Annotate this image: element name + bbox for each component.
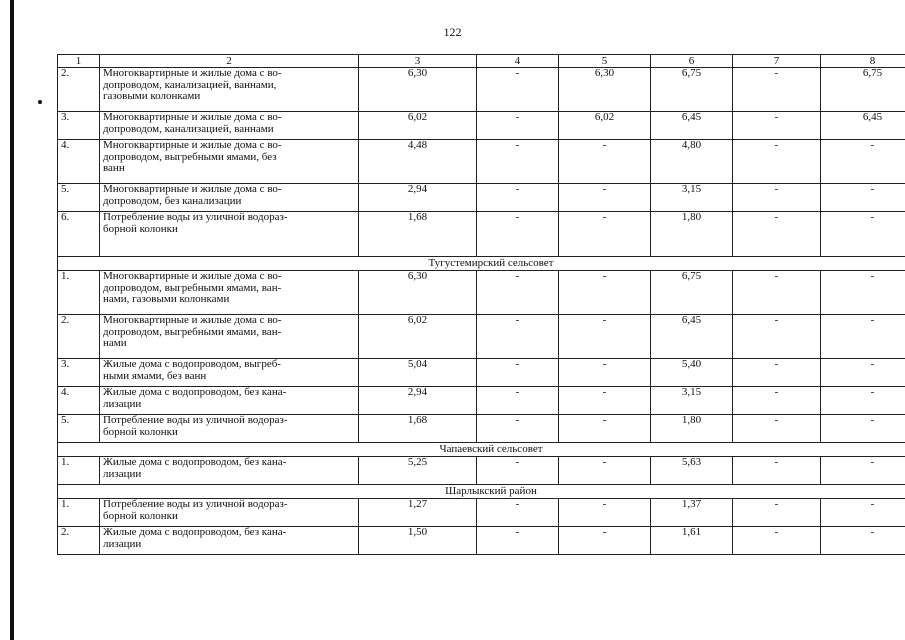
section-header-row [58, 257, 905, 271]
cell-col-6: 3,15 [651, 184, 733, 212]
section-title: Тугустемирский сельсовет [58, 257, 905, 271]
cell-col-3: 1,50 [359, 527, 477, 555]
cell-col-5: - [559, 212, 651, 257]
table-row [58, 457, 905, 485]
page-number: 122 [443, 25, 462, 39]
cell-col-3: 1,68 [359, 415, 477, 443]
cell-col-3: 1,68 [359, 212, 477, 257]
cell-col-8: - [821, 527, 905, 555]
row-description: Многоквартирные и жилые дома с во- допроводом, канализацией, ваннами [100, 112, 359, 140]
cell-col-4: - [477, 271, 559, 315]
table-row [58, 271, 905, 315]
row-description: Многоквартирные и жилые дома с во- допроводом, выгребными ямами, ван- нами, газовыми колонками [100, 271, 359, 315]
cell-col-5: 6,30 [559, 68, 651, 112]
row-description: Многоквартирные и жилые дома с во- допроводом, выгребными ямами, ван- нами [100, 315, 359, 359]
cell-col-5: - [559, 271, 651, 315]
table-row [58, 184, 905, 212]
cell-col-4: - [477, 140, 559, 184]
column-header-2: 2 [100, 55, 359, 68]
cell-col-8: - [821, 457, 905, 485]
cell-col-6: 3,15 [651, 387, 733, 415]
section-header-row [58, 443, 905, 457]
cell-col-3: 2,94 [359, 387, 477, 415]
cell-col-5: - [559, 457, 651, 485]
row-description: Потребление воды из уличной водораз- борной колонки [100, 499, 359, 527]
cell-col-5: - [559, 359, 651, 387]
cell-col-6: 5,63 [651, 457, 733, 485]
row-number: 3. [58, 112, 100, 140]
row-number: 5. [58, 184, 100, 212]
cell-col-3: 6,02 [359, 315, 477, 359]
cell-col-5: - [559, 415, 651, 443]
cell-col-3: 6,02 [359, 112, 477, 140]
section-header-row [58, 485, 905, 499]
cell-col-3: 6,30 [359, 68, 477, 112]
cell-col-4: - [477, 359, 559, 387]
row-description: Потребление воды из уличной водораз- борной колонки [100, 212, 359, 257]
cell-col-7: - [733, 387, 821, 415]
cell-col-4: - [477, 68, 559, 112]
row-number: 4. [58, 140, 100, 184]
cell-col-5: - [559, 315, 651, 359]
cell-col-7: - [733, 415, 821, 443]
cell-col-3: 5,25 [359, 457, 477, 485]
table-row [58, 68, 905, 112]
section-title: Шарлыкский район [58, 485, 905, 499]
cell-col-8: - [821, 315, 905, 359]
table-row [58, 212, 905, 257]
row-description: Потребление воды из уличной водораз- борной колонки [100, 415, 359, 443]
cell-col-6: 1,80 [651, 415, 733, 443]
cell-col-8: - [821, 184, 905, 212]
cell-col-5: - [559, 140, 651, 184]
cell-col-7: - [733, 112, 821, 140]
row-description: Многоквартирные и жилые дома с во- допроводом, без канализации [100, 184, 359, 212]
margin-dot [38, 100, 42, 104]
cell-col-5: - [559, 499, 651, 527]
cell-col-4: - [477, 499, 559, 527]
cell-col-4: - [477, 112, 559, 140]
table-row [58, 415, 905, 443]
column-header-8: 8 [821, 55, 905, 68]
row-number: 2. [58, 527, 100, 555]
table-row [58, 315, 905, 359]
row-description: Жилые дома с водопроводом, без кана- лизации [100, 387, 359, 415]
cell-col-6: 6,45 [651, 112, 733, 140]
cell-col-4: - [477, 184, 559, 212]
column-header-1: 1 [58, 55, 100, 68]
cell-col-4: - [477, 415, 559, 443]
cell-col-8: - [821, 415, 905, 443]
cell-col-3: 5,04 [359, 359, 477, 387]
row-number: 1. [58, 499, 100, 527]
cell-col-4: - [477, 527, 559, 555]
cell-col-4: - [477, 457, 559, 485]
cell-col-6: 6,45 [651, 315, 733, 359]
row-number: 6. [58, 212, 100, 257]
table-row [58, 112, 905, 140]
table-row [58, 359, 905, 387]
row-number: 5. [58, 415, 100, 443]
cell-col-6: 6,75 [651, 68, 733, 112]
row-number: 1. [58, 457, 100, 485]
cell-col-7: - [733, 271, 821, 315]
table-row [58, 527, 905, 555]
section-title: Чапаевский сельсовет [58, 443, 905, 457]
cell-col-5: - [559, 184, 651, 212]
cell-col-7: - [733, 527, 821, 555]
cell-col-7: - [733, 499, 821, 527]
table-row [58, 499, 905, 527]
row-number: 2. [58, 315, 100, 359]
cell-col-3: 1,27 [359, 499, 477, 527]
cell-col-8: - [821, 212, 905, 257]
tariff-table [57, 54, 905, 555]
cell-col-8: - [821, 271, 905, 315]
cell-col-3: 4,48 [359, 140, 477, 184]
cell-col-8: 6,45 [821, 112, 905, 140]
cell-col-7: - [733, 359, 821, 387]
cell-col-5: - [559, 527, 651, 555]
row-number: 4. [58, 387, 100, 415]
cell-col-7: - [733, 68, 821, 112]
cell-col-6: 5,40 [651, 359, 733, 387]
row-number: 1. [58, 271, 100, 315]
cell-col-8: 6,75 [821, 68, 905, 112]
cell-col-3: 6,30 [359, 271, 477, 315]
row-description: Многоквартирные и жилые дома с во- допроводом, канализацией, ваннами, газовыми колонками [100, 68, 359, 112]
cell-col-4: - [477, 315, 559, 359]
cell-col-7: - [733, 315, 821, 359]
row-number: 3. [58, 359, 100, 387]
table-row [58, 387, 905, 415]
cell-col-8: - [821, 499, 905, 527]
row-description: Жилые дома с водопроводом, выгреб- ными ямами, без ванн [100, 359, 359, 387]
column-header-7: 7 [733, 55, 821, 68]
cell-col-7: - [733, 184, 821, 212]
cell-col-6: 1,61 [651, 527, 733, 555]
cell-col-6: 4,80 [651, 140, 733, 184]
table-body [58, 55, 905, 555]
cell-col-8: - [821, 140, 905, 184]
cell-col-7: - [733, 212, 821, 257]
cell-col-7: - [733, 140, 821, 184]
row-number: 2. [58, 68, 100, 112]
row-description: Многоквартирные и жилые дома с во- допроводом, выгребными ямами, без ванн [100, 140, 359, 184]
cell-col-3: 2,94 [359, 184, 477, 212]
cell-col-5: 6,02 [559, 112, 651, 140]
row-description: Жилые дома с водопроводом, без кана- лизации [100, 457, 359, 485]
column-header-6: 6 [651, 55, 733, 68]
cell-col-4: - [477, 212, 559, 257]
header-row [58, 55, 905, 68]
column-header-4: 4 [477, 55, 559, 68]
cell-col-4: - [477, 387, 559, 415]
cell-col-7: - [733, 457, 821, 485]
cell-col-8: - [821, 387, 905, 415]
table-row [58, 140, 905, 184]
cell-col-6: 6,75 [651, 271, 733, 315]
column-header-5: 5 [559, 55, 651, 68]
cell-col-6: 1,80 [651, 212, 733, 257]
cell-col-8: - [821, 359, 905, 387]
column-header-3: 3 [359, 55, 477, 68]
cell-col-5: - [559, 387, 651, 415]
row-description: Жилые дома с водопроводом, без кана- лизации [100, 527, 359, 555]
cell-col-6: 1,37 [651, 499, 733, 527]
left-margin-bar [10, 0, 14, 640]
